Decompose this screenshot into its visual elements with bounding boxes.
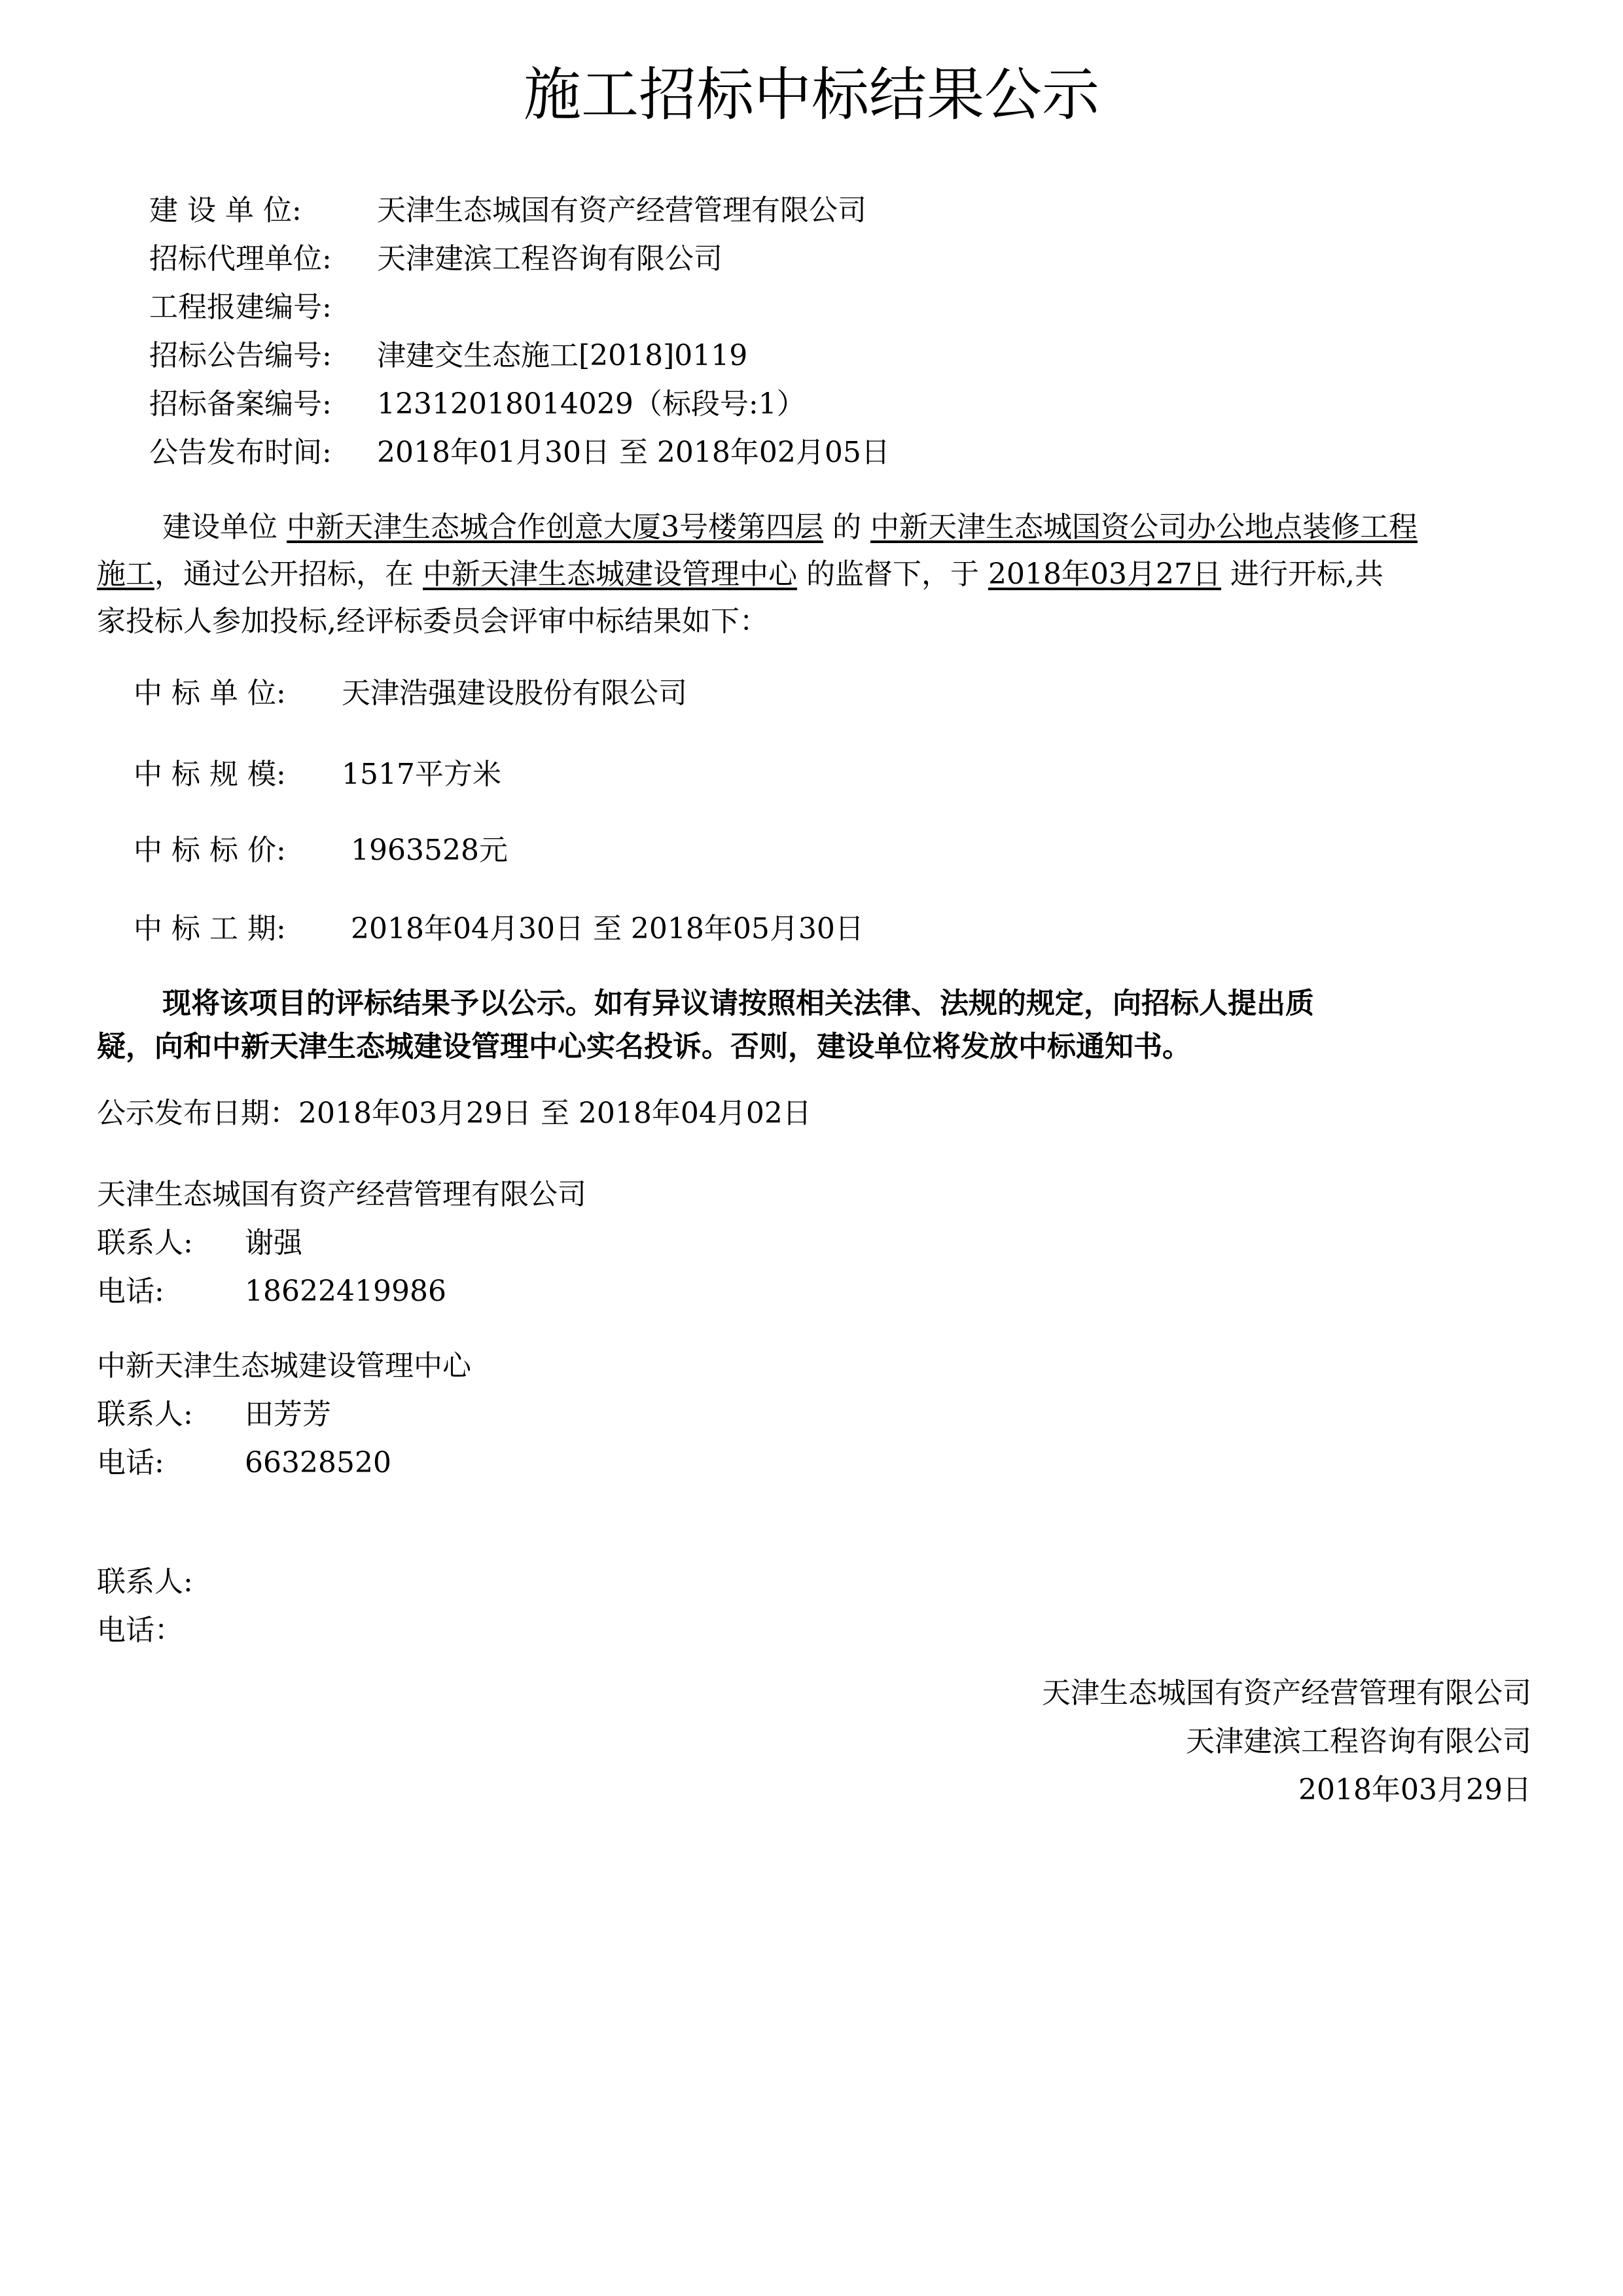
paragraph-text: 的监督下，于: [806, 557, 979, 591]
info-notice-no: [149, 339, 747, 374]
result-winner: [134, 677, 687, 711]
result-scale: [134, 758, 501, 792]
contact-person: [97, 1398, 331, 1432]
info-agent: [149, 242, 722, 277]
agent-label: 招标代理单位:: [149, 242, 332, 275]
publicity-date: 公示发布日期：2018年03月29日 至 2018年04月02日: [97, 1097, 812, 1130]
info-record-no: [149, 387, 806, 422]
paragraph-text: ，通过公开招标，在: [154, 557, 414, 591]
scale-value: 1517平方米: [342, 758, 501, 791]
result-period: [134, 912, 864, 947]
contact-org: 天津生态城国有资产经营管理有限公司: [97, 1178, 586, 1211]
contact-phone-value: 66328520: [245, 1446, 391, 1479]
agent-value: 天津建滨工程咨询有限公司: [377, 242, 722, 275]
project-name: 中新天津生态城国资公司办公地点装修工程: [870, 510, 1418, 544]
info-publish: [149, 436, 890, 470]
notice-no-value: 津建交生态施工[2018]0119: [377, 339, 748, 372]
project-code-label: 工程报建编号:: [149, 291, 332, 324]
contact-person: [97, 1226, 302, 1261]
contact-person-value: 谢强: [245, 1226, 302, 1260]
paragraph-text: 的: [832, 510, 861, 544]
notice-line-1: 现将该项目的评标结果予以公示。如有异议请按照相关法律、法规的规定，向招标人提出质: [162, 987, 1314, 1020]
contact-person-label: 联系人:: [97, 1226, 193, 1260]
project-location: 中新天津生态城合作创意大厦3号楼第四层: [287, 510, 823, 544]
contact-person-value: 田芳芳: [245, 1398, 331, 1431]
info-project-code: [149, 291, 377, 325]
paragraph-line-2: [97, 557, 1623, 592]
period-label: 中 标 工 期:: [134, 912, 286, 945]
contact-person-label: 联系人:: [97, 1398, 193, 1431]
project-name-cont: 施工: [97, 557, 154, 591]
publish-value: 2018年01月30日 至 2018年02月05日: [377, 436, 890, 469]
extra-contact-phone: 电话：: [97, 1614, 183, 1647]
contact-phone-value: 18622419986: [245, 1275, 446, 1308]
paragraph-line-3: 家投标人参加投标,经评标委员会评审中标结果如下：: [97, 605, 768, 638]
winner-label: 中 标 单 位:: [134, 677, 286, 710]
page-title: 施工招标中标结果公示: [523, 61, 1099, 128]
publish-label: 公告发布时间:: [149, 436, 332, 469]
contact-phone: [97, 1446, 391, 1481]
notice-no-label: 招标公告编号:: [149, 339, 332, 372]
result-price: [134, 834, 508, 868]
paragraph-line-1: [97, 510, 1623, 545]
builder-label: 建 设 单 位:: [149, 194, 302, 227]
paragraph-text: 建设单位: [162, 510, 277, 544]
builder-value: 天津生态城国有资产经营管理有限公司: [377, 194, 866, 227]
signature-org-2: 天津建滨工程咨询有限公司: [1186, 1725, 1531, 1758]
contact-phone-label: 电话:: [97, 1275, 164, 1308]
supervisor-name: 中新天津生态城建设管理中心: [423, 557, 797, 591]
signature-date: 2018年03月29日: [1298, 1773, 1531, 1807]
extra-contact-person: 联系人:: [97, 1565, 193, 1598]
signature-org-1: 天津生态城国有资产经营管理有限公司: [1042, 1676, 1531, 1710]
winner-value: 天津浩强建设股份有限公司: [342, 677, 687, 710]
contact-org: 中新天津生态城建设管理中心: [97, 1349, 471, 1383]
paragraph-text: 进行开标,共: [1230, 557, 1383, 591]
price-label: 中 标 标 价:: [134, 834, 286, 867]
price-value: 1963528元: [351, 834, 508, 867]
contact-phone-label: 电话:: [97, 1446, 164, 1479]
record-no-label: 招标备案编号:: [149, 387, 332, 421]
record-no-value: 12312018014029（标段号:1）: [377, 387, 806, 421]
period-value: 2018年04月30日 至 2018年05月30日: [351, 912, 864, 945]
notice-line-2: 疑，向和中新天津生态城建设管理中心实名投诉。否则，建设单位将发放中标通知书。: [97, 1030, 1191, 1063]
info-builder: [149, 194, 866, 228]
open-date: 2018年03月27日: [988, 557, 1221, 591]
scale-label: 中 标 规 模:: [134, 758, 286, 791]
contact-phone: [97, 1275, 446, 1309]
